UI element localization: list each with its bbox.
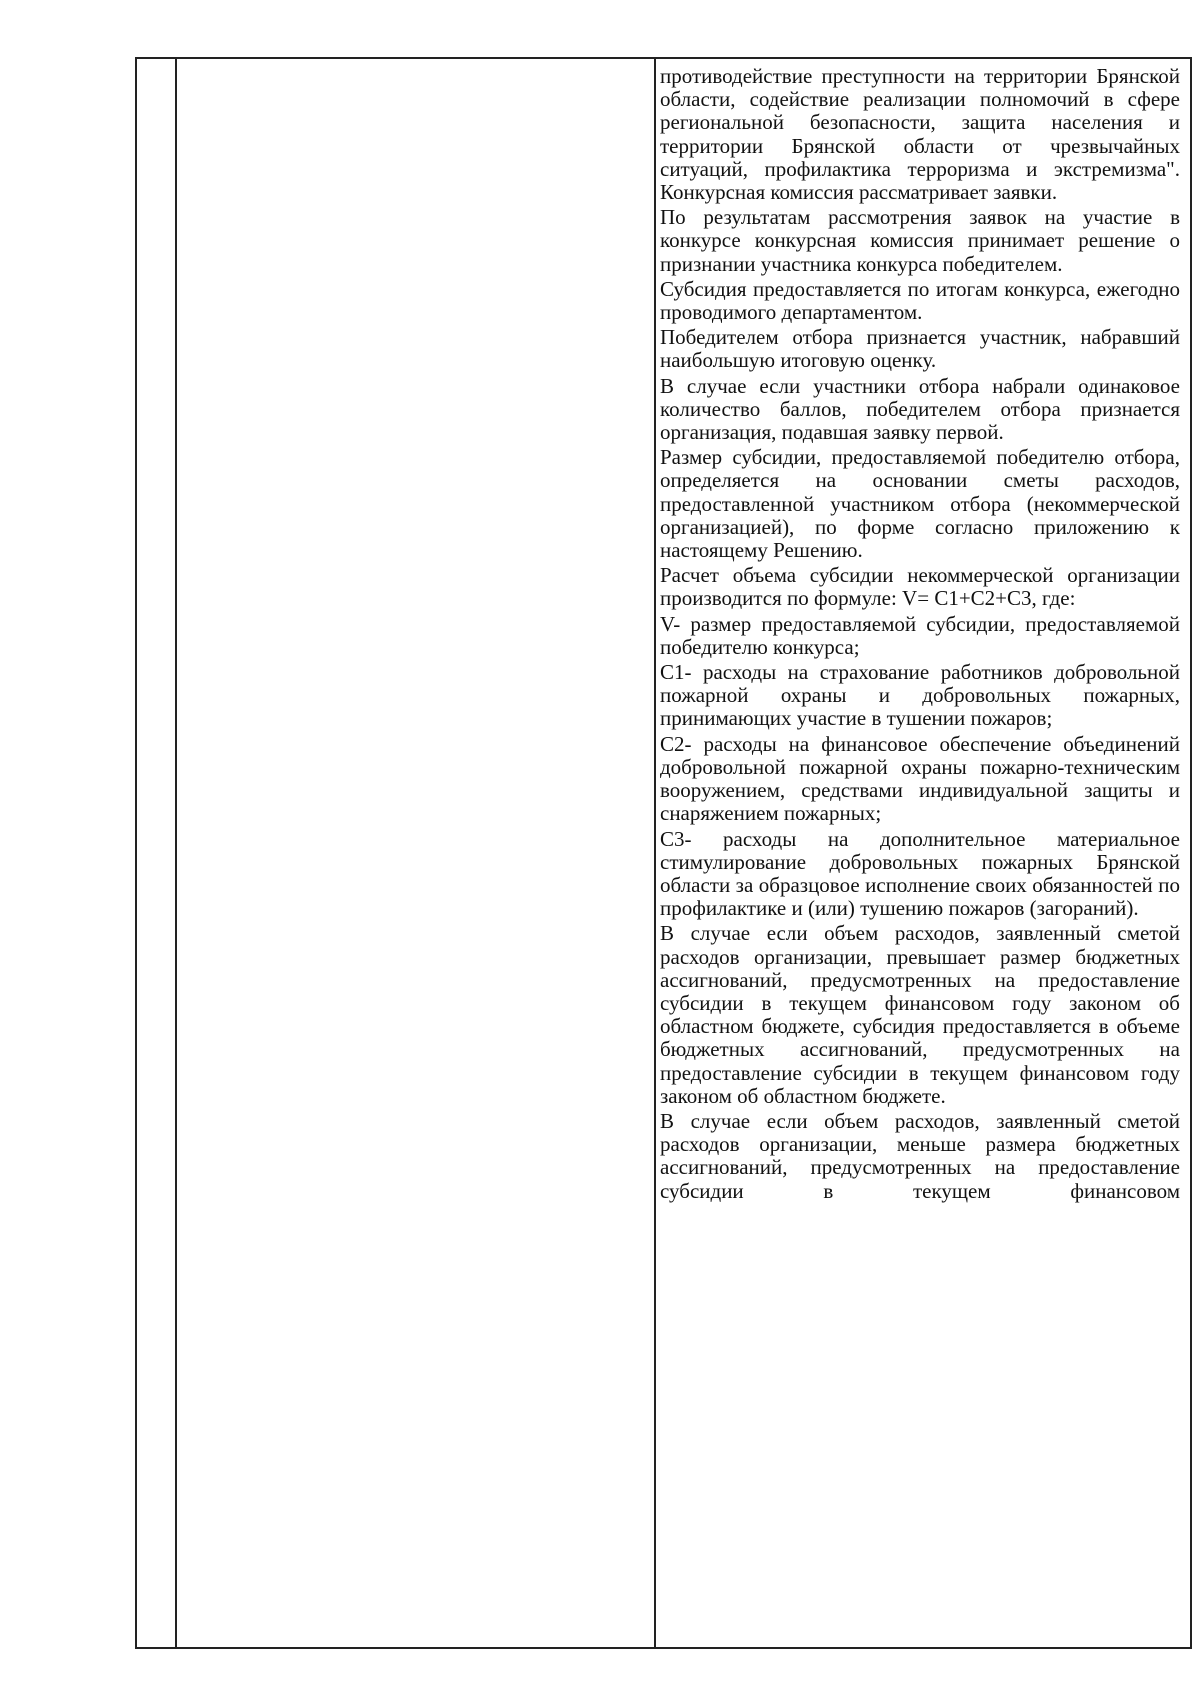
column-divider (175, 59, 177, 1647)
table-cell-text (660, 65, 1180, 1203)
paragraph: Победителем отбора признается участник, набравший наибольшую итоговую оценку. (660, 325, 1180, 373)
paragraph: Субсидия предоставляется по итогам конкурса, ежегодно проводимого департаментом. (660, 276, 1180, 325)
paragraph: В случае если участники отбора набрали одинаковое количество баллов, победителем отбора признается организация, подавшая заявку первой. (660, 373, 1180, 445)
paragraph: C3- расходы на дополнительное материальное стимулирование добровольных пожарных Брянской области за образцовое исполнение своих обязанностей по профилактике и (или) тушению пожаров (загораний). (660, 826, 1180, 921)
column-divider (654, 59, 656, 1647)
document-table (135, 57, 1192, 1649)
paragraph: В случае если объем расходов, заявленный сметой расходов организации, превышает размер бюджетных ассигнований, предусмотренных на предоставление субсидии в текущем финансовом году законом об областном бюджете, субсидия предоставляется в объеме бюджетных ассигнований, предусмотренных на предоставление субсидии в текущем финансовом году законом об областном бюджете. (660, 921, 1180, 1108)
paragraph: Размер субсидии, предоставляемой победителю отбора, определяется на основании сметы расходов, предоставленной участником отбора (некоммерческой организацией), по форме согласно приложению к настоящему Решению. (660, 445, 1180, 563)
paragraph: V- размер предоставляемой субсидии, предоставляемой победителю конкурса; (660, 611, 1180, 659)
paragraph: C1- расходы на страхование работников добровольной пожарной охраны и добровольных пожарных, принимающих участие в тушении пожаров; (660, 660, 1180, 731)
paragraph: противодействие преступности на территории Брянской области, содействие реализации полномочий в сфере региональной безопасности, защита населения и территории Брянской области от чрезвычайных ситуаций, профилактика терроризма и экстремизма". Конкурсная комиссия рассматривает заявки. (660, 64, 1180, 205)
paragraph: В случае если объем расходов, заявленный сметой расходов организации, меньше размера бюджетных ассигнований, предусмотренных на предоставление субсидии в текущем финансовом (660, 1108, 1180, 1203)
paragraph: C2- расходы на финансовое обеспечение объединений добровольной пожарной охраны пожарно-техническим вооружением, средствами индивидуальной защиты и снаряжением пожарных; (660, 731, 1180, 826)
paragraph: По результатам рассмотрения заявок на участие в конкурсе конкурсная комиссия принимает решение о признании участника конкурса победителем. (660, 205, 1180, 276)
paragraph: Расчет объема субсидии некоммерческой организации производится по формуле: V= C1+C2+C3, где: (660, 563, 1180, 611)
